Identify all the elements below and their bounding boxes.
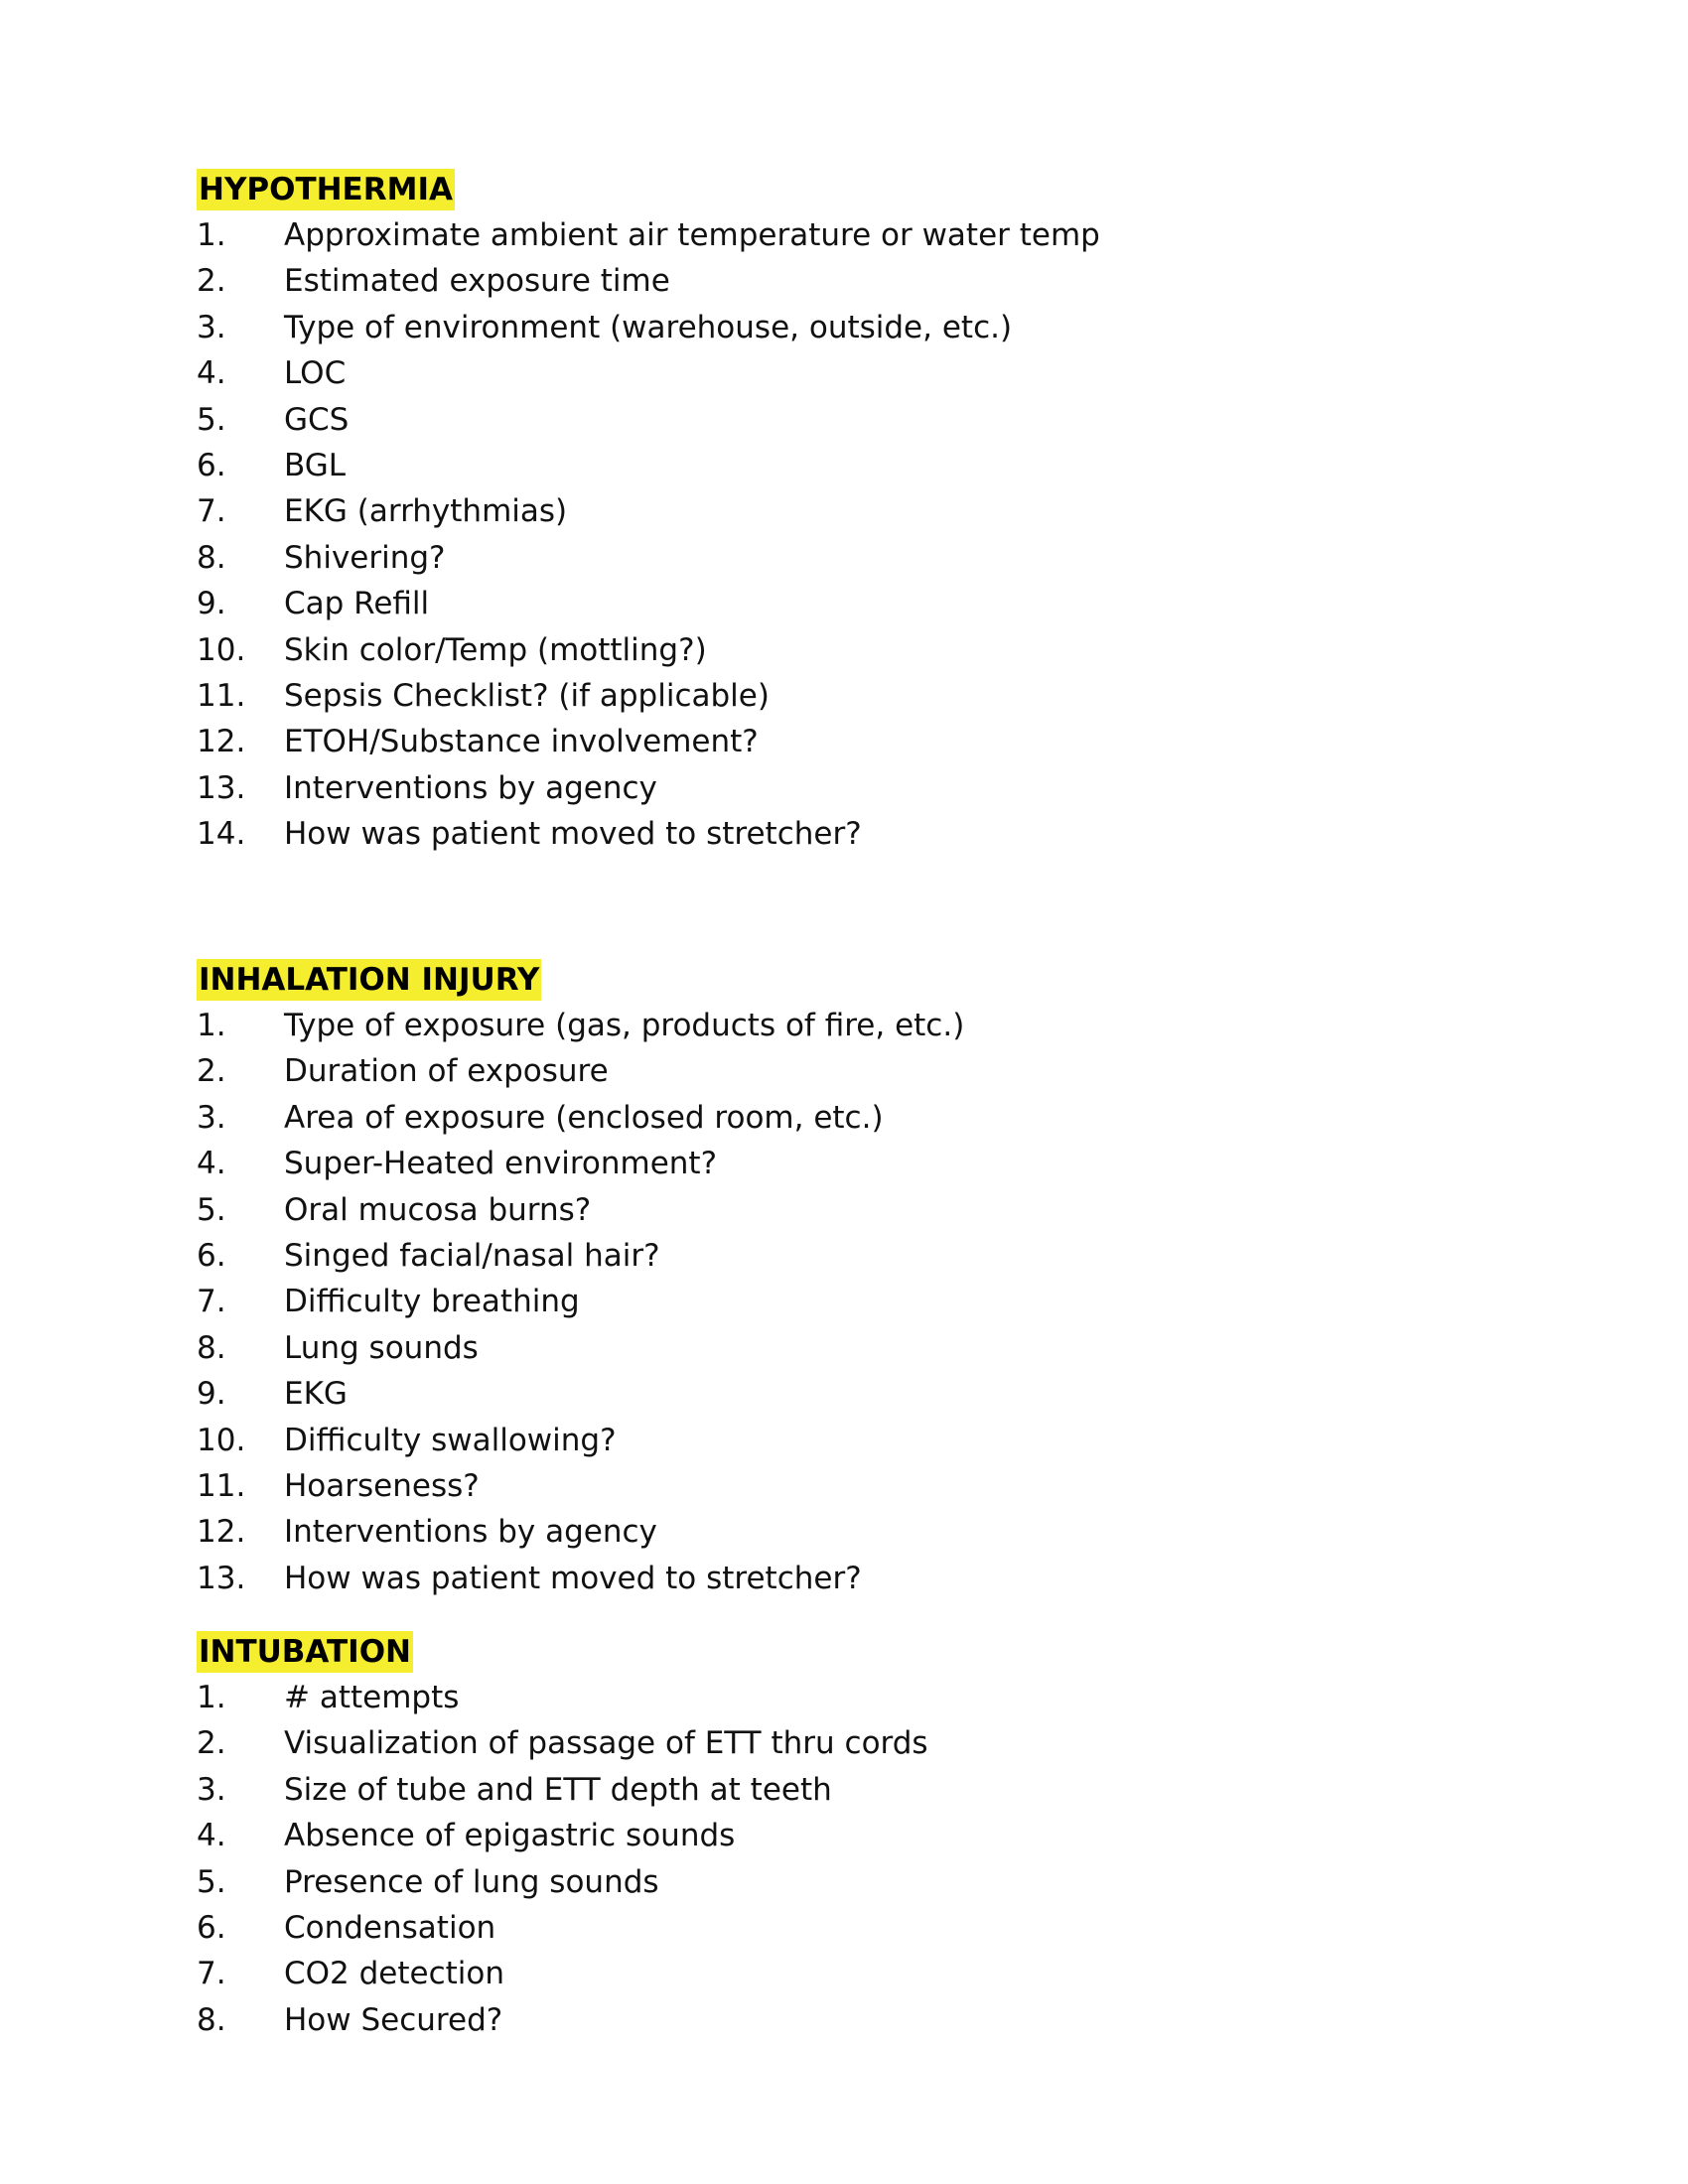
item-text: ETOH/Substance involvement?: [284, 724, 759, 760]
item-number: 11.: [197, 1467, 246, 1504]
item-text: Absence of epigastric sounds: [284, 1818, 736, 1854]
item-text: Duration of exposure: [284, 1053, 609, 1090]
item-text: Visualization of passage of ETT thru cords: [284, 1725, 928, 1762]
list-item: [197, 1997, 503, 2043]
item-text: How was patient moved to stretcher?: [284, 1560, 862, 1596]
list-item: [197, 1187, 592, 1233]
item-text: # attempts: [284, 1680, 460, 1715]
item-text: Shivering?: [284, 539, 446, 576]
item-number: 13.: [197, 1560, 246, 1596]
section-hypothermia: [197, 169, 1100, 857]
list-item: [197, 1325, 541, 1371]
item-text: Difficulty swallowing?: [284, 1422, 617, 1458]
item-number: 5.: [197, 401, 226, 438]
list-item: [197, 581, 455, 626]
item-number: 1.: [197, 1008, 226, 1043]
item-number: 3.: [197, 1771, 226, 1808]
section-heading: HYPOTHERMIA: [197, 169, 455, 210]
item-number: 9.: [197, 586, 226, 622]
item-text: Type of exposure (gas, products of fire, etc.): [284, 1008, 965, 1043]
item-number: 4.: [197, 1146, 226, 1182]
item-number: 6.: [197, 1909, 226, 1946]
item-number: 12.: [197, 1514, 246, 1551]
list-item: [197, 1859, 659, 1905]
item-text: Interventions by agency: [284, 1514, 657, 1551]
item-number: 4.: [197, 355, 226, 392]
item-text: Difficulty breathing: [284, 1284, 580, 1320]
list-item: [197, 1003, 965, 1048]
item-number: 6.: [197, 447, 226, 483]
item-text: Type of environment (warehouse, outside, etc.): [284, 309, 1013, 345]
list-item: [197, 1418, 617, 1463]
item-number: 13.: [197, 769, 246, 806]
item-text: Estimated exposure time: [284, 263, 670, 300]
checklist: [197, 1003, 965, 1601]
item-number: 5.: [197, 1191, 226, 1228]
section-heading: INHALATION INJURY: [197, 959, 541, 1001]
item-text: Sepsis Checklist? (if applicable): [284, 677, 770, 714]
list-item: [197, 1048, 609, 1094]
item-number: 10.: [197, 1422, 246, 1458]
item-text: How was patient moved to stretcher?: [284, 816, 862, 853]
item-number: 2.: [197, 1053, 226, 1090]
item-text: Cap Refill: [284, 586, 430, 622]
item-text: Super-Heated environment?: [284, 1146, 718, 1182]
item-number: 11.: [197, 677, 246, 714]
section-inhalation-injury: [197, 959, 965, 1601]
item-number: 8.: [197, 539, 226, 576]
list-item: [197, 1813, 736, 1858]
item-text: How Secured?: [284, 2001, 503, 2038]
item-number: 3.: [197, 309, 226, 345]
section-heading: INTUBATION: [197, 1631, 413, 1673]
checklist: [197, 1675, 928, 2043]
item-text: BGL: [284, 447, 347, 483]
item-text: Size of tube and ETT depth at teeth: [284, 1771, 832, 1808]
item-number: 8.: [197, 1329, 226, 1366]
item-text: CO2 detection: [284, 1956, 505, 1992]
item-number: 2.: [197, 1725, 226, 1762]
item-number: 1.: [197, 217, 226, 253]
item-text: Interventions by agency: [284, 769, 657, 806]
item-text: Approximate ambient air temperature or water temp: [284, 217, 1100, 253]
list-item: [197, 1463, 541, 1509]
list-item: [197, 1905, 496, 1951]
item-number: 9.: [197, 1376, 226, 1413]
item-text: EKG: [284, 1376, 348, 1413]
item-text: Singed facial/nasal hair?: [284, 1237, 660, 1274]
item-text: Lung sounds: [284, 1329, 479, 1366]
list-item: [197, 1509, 657, 1555]
section-intubation: [197, 1631, 928, 2043]
list-item: [197, 258, 670, 304]
list-item: [197, 1371, 541, 1417]
item-number: 7.: [197, 1284, 226, 1320]
list-item: [197, 1279, 580, 1324]
list-item: [197, 1951, 505, 1996]
item-text: GCS: [284, 401, 350, 438]
list-item: [197, 627, 707, 673]
list-item: [197, 719, 759, 764]
item-number: 4.: [197, 1818, 226, 1854]
list-item: [197, 1141, 718, 1186]
item-text: Hoarseness?: [284, 1467, 480, 1504]
item-text: Area of exposure (enclosed room, etc.): [284, 1099, 884, 1136]
list-item: [197, 443, 455, 488]
list-item: [197, 811, 862, 857]
list-item: [197, 1720, 928, 1766]
item-text: EKG (arrhythmias): [284, 493, 568, 530]
list-item: [197, 765, 657, 811]
list-item: [197, 350, 455, 396]
item-number: 14.: [197, 816, 246, 853]
list-item: [197, 397, 455, 443]
list-item: [197, 1233, 660, 1279]
list-item: [197, 212, 1100, 258]
list-item: [197, 1556, 862, 1601]
list-item: [197, 1095, 884, 1141]
item-number: 5.: [197, 1863, 226, 1900]
item-number: 12.: [197, 724, 246, 760]
item-text: Oral mucosa burns?: [284, 1191, 592, 1228]
item-number: 2.: [197, 263, 226, 300]
item-text: Presence of lung sounds: [284, 1863, 659, 1900]
item-text: Skin color/Temp (mottling?): [284, 631, 707, 668]
list-item: [197, 1767, 832, 1813]
item-number: 7.: [197, 493, 226, 530]
checklist: [197, 212, 1100, 857]
list-item: [197, 488, 568, 534]
list-item: [197, 305, 1013, 350]
item-text: LOC: [284, 355, 347, 392]
list-item: [197, 535, 455, 581]
list-item: [197, 1675, 460, 1720]
item-number: 6.: [197, 1237, 226, 1274]
item-number: 7.: [197, 1956, 226, 1992]
item-text: Condensation: [284, 1909, 496, 1946]
item-number: 8.: [197, 2001, 226, 2038]
item-number: 3.: [197, 1099, 226, 1136]
item-number: 10.: [197, 631, 246, 668]
item-number: 1.: [197, 1680, 226, 1715]
list-item: [197, 673, 770, 719]
